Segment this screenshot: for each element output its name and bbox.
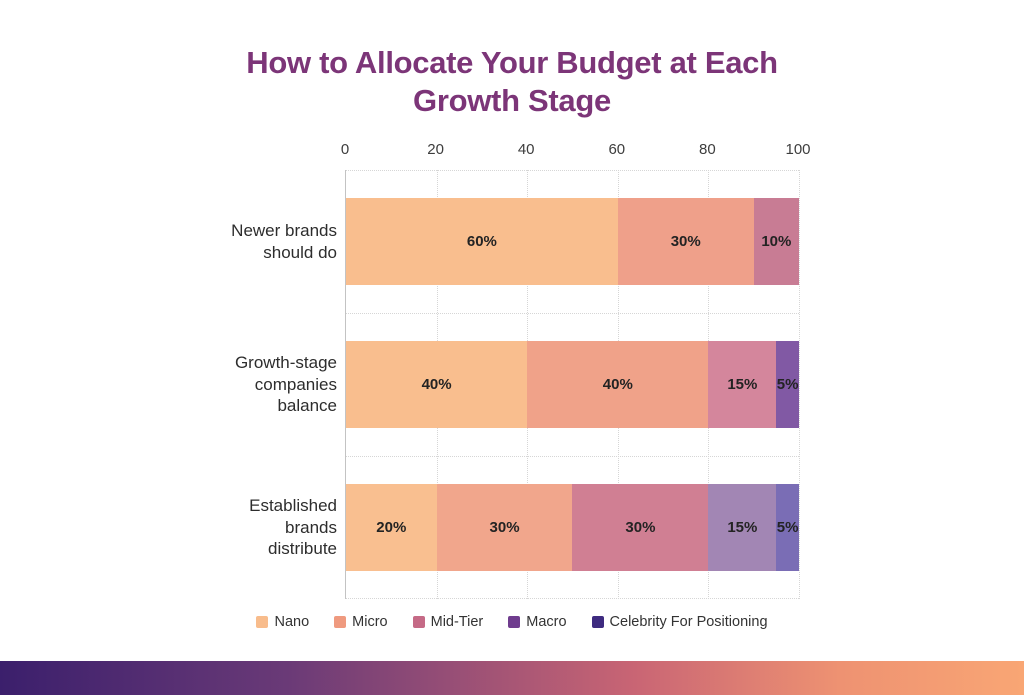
x-tick-label-20: 20 xyxy=(427,141,444,158)
bar-value-label: 30% xyxy=(489,519,520,536)
bar-segment-mid-tier xyxy=(754,198,799,285)
band-separator-3 xyxy=(346,598,799,599)
x-tick-label-40: 40 xyxy=(517,141,535,158)
legend xyxy=(0,610,1024,634)
bar-segment-macro xyxy=(708,484,776,571)
legend-label: Mid-Tier xyxy=(430,614,484,630)
legend-label: Nano xyxy=(274,614,310,630)
legend-label: Micro xyxy=(352,614,388,630)
legend-item-micro xyxy=(334,613,387,631)
legend-swatch xyxy=(256,616,268,628)
footer-gradient-bar xyxy=(0,661,1024,695)
legend-item-mid-tier xyxy=(413,613,484,631)
bar-value-label: 60% xyxy=(466,233,497,250)
legend-swatch xyxy=(413,616,425,628)
category-label-2 xyxy=(140,484,337,571)
legend-item-macro xyxy=(508,613,566,631)
legend-label: Macro xyxy=(526,614,567,630)
bar-segment-celebrity-for-positioning xyxy=(776,484,799,571)
band-separator-1 xyxy=(346,313,799,314)
bar-segment-macro xyxy=(776,341,799,428)
chart-title-line1: How to Allocate Your Budget at Each xyxy=(246,45,778,80)
bar-row-0 xyxy=(346,198,799,285)
bar-value-label: 30% xyxy=(625,519,656,536)
category-label-line: balance xyxy=(277,396,337,416)
gridline-100 xyxy=(799,170,800,599)
x-tick-label-60: 60 xyxy=(608,141,626,158)
bar-value-label: 15% xyxy=(727,519,758,536)
bar-segment-micro xyxy=(618,198,754,285)
bar-segment-mid-tier xyxy=(572,484,708,571)
bar-value-label: 20% xyxy=(376,519,407,536)
bar-value-label: 15% xyxy=(727,376,758,393)
x-tick-label-0: 0 xyxy=(340,141,350,158)
bar-value-label: 40% xyxy=(421,376,452,393)
bar-segment-nano xyxy=(346,341,527,428)
bar-value-label: 30% xyxy=(670,233,701,250)
legend-swatch xyxy=(592,616,604,628)
category-label-line: should do xyxy=(263,242,337,262)
bar-segment-nano xyxy=(346,198,618,285)
bar-value-label: 5% xyxy=(776,519,799,536)
legend-label: Celebrity For Positioning xyxy=(609,614,768,630)
x-tick-label-80: 80 xyxy=(699,141,716,158)
x-axis xyxy=(340,141,811,161)
band-separator-0 xyxy=(346,170,799,171)
x-tick-label-100: 100 xyxy=(785,141,811,158)
bar-segment-nano xyxy=(346,484,437,571)
category-label-line: distribute xyxy=(268,539,337,559)
legend-swatch xyxy=(508,616,520,628)
bar-segment-micro xyxy=(527,341,708,428)
category-label-line: Growth-stage xyxy=(234,353,337,373)
plot-area xyxy=(345,170,799,599)
bar-value-label: 5% xyxy=(776,376,799,393)
legend-item-celebrity-for-positioning xyxy=(592,613,768,631)
bar-row-1 xyxy=(346,341,799,428)
category-label-0 xyxy=(140,198,337,285)
category-label-line: Established xyxy=(249,496,337,516)
category-label-line: brands xyxy=(285,517,337,537)
bar-segment-micro xyxy=(437,484,573,571)
legend-item-nano xyxy=(256,613,309,631)
bar-value-label: 10% xyxy=(761,233,792,250)
bar-row-2 xyxy=(346,484,799,571)
band-separator-2 xyxy=(346,456,799,457)
category-label-line: Newer brands xyxy=(231,221,337,240)
legend-swatch xyxy=(334,616,346,628)
category-label-1 xyxy=(140,341,337,428)
bar-segment-mid-tier xyxy=(708,341,776,428)
category-label-line: companies xyxy=(254,374,337,394)
bar-value-label: 40% xyxy=(602,376,633,393)
chart-title-line2: Growth Stage xyxy=(413,83,611,118)
